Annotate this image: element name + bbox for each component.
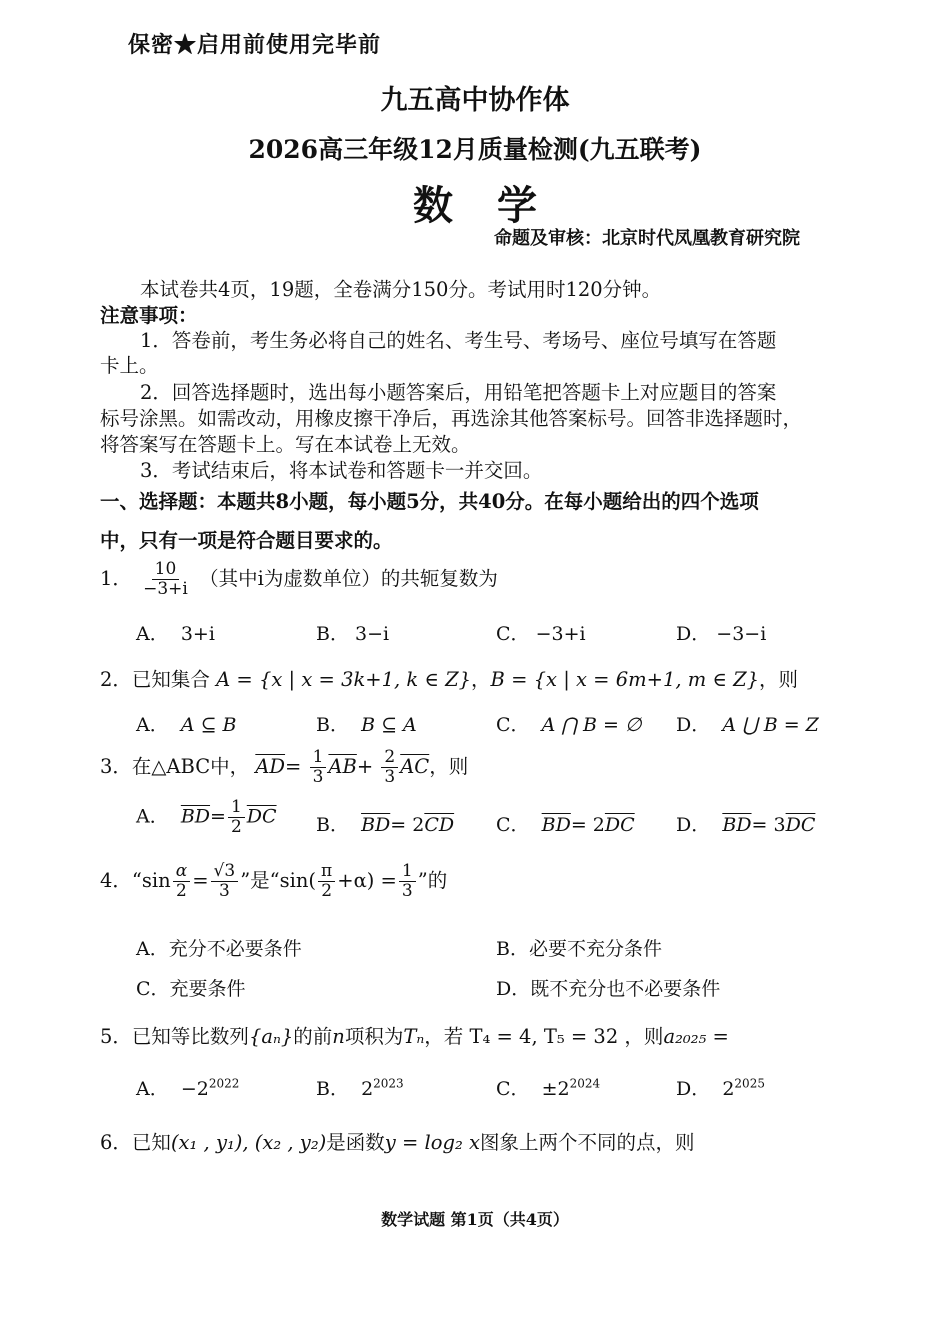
question-5: 5．已知等比数列{aₙ}的前n项积为Tₙ，若 T₄ = 4, T₅ = 32 ，则a₂₀₂₅ = bbox=[100, 1025, 729, 1048]
q5-option-d[interactable]: D． $2^{2025}$ bbox=[676, 1076, 765, 1100]
notice-title: 注意事项： bbox=[100, 304, 198, 327]
q1-fraction: $\frac{10}{-3+i}$ bbox=[143, 559, 188, 599]
exam-summary: 本试卷共4页，19题，全卷满分150分。考试用时120分钟。 bbox=[140, 278, 662, 301]
notice-item-1a: 1．答卷前，考生务必将自己的姓名、考生号、考场号、座位号填写在答题 bbox=[140, 329, 777, 352]
question-4: 4．“sin $\frac{\alpha}{2}$ = $\frac{√3}{3}$ ”是“sin( $\frac{\pi}{2}$ +α) = $\frac{1}{3}$ ”的 bbox=[100, 861, 448, 901]
notice-item-1b: 卡上。 bbox=[100, 354, 159, 377]
author-line: 命题及审核：北京时代凤凰教育研究院 bbox=[494, 228, 800, 249]
q3-option-c[interactable]: C． $\overline{BD}= 2\overline{DC}$ bbox=[496, 814, 635, 836]
q1-option-b[interactable]: B． 3−i bbox=[316, 623, 390, 645]
subject-title: 数学 bbox=[413, 182, 581, 229]
q2-option-b[interactable]: B． B ⊆ A bbox=[316, 714, 417, 736]
q3-option-b[interactable]: B． $\overline{BD}= 2\overline{CD}$ bbox=[316, 814, 455, 836]
notice-item-2c: 将答案写在答题卡上。写在本试卷上无效。 bbox=[100, 433, 471, 456]
question-2: 2．已知集合 A = {x | x = 3k+1, k ∈ Z}，B = {x | x = 6m+1, m ∈ Z}，则 bbox=[100, 668, 799, 691]
question-6: 6．已知(x₁ , y₁), (x₂ , y₂)是函数y = log₂ x图象上两个不同的点，则 bbox=[100, 1131, 695, 1154]
question-1: 1． $\frac{10}{-3+i}$ （其中i为虚数单位）的共轭复数为 bbox=[100, 559, 498, 599]
section1-heading-line2: 中，只有一项是符合题目要求的。 bbox=[100, 529, 393, 552]
q1-option-c[interactable]: C． −3+i bbox=[496, 623, 586, 645]
q4-option-b[interactable]: B．必要不充分条件 bbox=[496, 938, 662, 960]
notice-item-2a: 2．回答选择题时，选出每小题答案后，用铅笔把答题卡上对应题目的答案 bbox=[140, 381, 777, 404]
organization-title: 九五高中协作体 bbox=[380, 85, 570, 116]
question-3: 3．在△ABC中， $\overline{AD}=$ $\frac{1}{3}$ $\overline{AB}+$ $\frac{2}{3}$ $\overline{AC}$，则 bbox=[100, 747, 469, 787]
q2-option-d[interactable]: D． A ⋃ B = Z bbox=[676, 714, 819, 736]
q5-option-c[interactable]: C． $\pm 2^{2024}$ bbox=[496, 1076, 601, 1100]
q2-option-a[interactable]: A． A ⊆ B bbox=[136, 714, 237, 736]
q1-option-d[interactable]: D． −3−i bbox=[676, 623, 767, 645]
q3-option-d[interactable]: D． $\overline{BD}= 3\overline{DC}$ bbox=[676, 814, 816, 836]
notice-item-3: 3．考试结束后，将本试卷和答题卡一并交回。 bbox=[140, 459, 543, 482]
cut-header-text: 保密★启用前使用完毕前 bbox=[128, 32, 382, 58]
q4-option-c[interactable]: C．充要条件 bbox=[136, 978, 246, 1000]
page-footer: 数学试题 第1页（共4页） bbox=[381, 1210, 569, 1229]
exam-title: 2026高三年级12月质量检测(九五联考) bbox=[248, 135, 702, 164]
q4-option-d[interactable]: D．既不充分也不必要条件 bbox=[496, 978, 721, 1000]
q1-option-a[interactable]: A． 3+i bbox=[136, 623, 215, 645]
q2-option-c[interactable]: C． A ⋂ B = ∅ bbox=[496, 714, 642, 736]
notice-item-2b: 标号涂黑。如需改动，用橡皮擦干净后，再选涂其他答案标号。回答非选择题时， bbox=[100, 407, 803, 430]
q5-option-b[interactable]: B． $2^{2023}$ bbox=[316, 1076, 404, 1100]
section1-heading-line1: 一、选择题：本题共8小题，每小题5分，共40分。在每小题给出的四个选项 bbox=[100, 490, 759, 513]
q3-option-a[interactable]: A． $\overline{BD}=$ $\frac{1}{2}$ $\overline{DC}$ bbox=[136, 797, 277, 837]
q5-option-a[interactable]: A． $-2^{2022}$ bbox=[136, 1076, 240, 1100]
q4-option-a[interactable]: A．充分不必要条件 bbox=[136, 938, 302, 960]
